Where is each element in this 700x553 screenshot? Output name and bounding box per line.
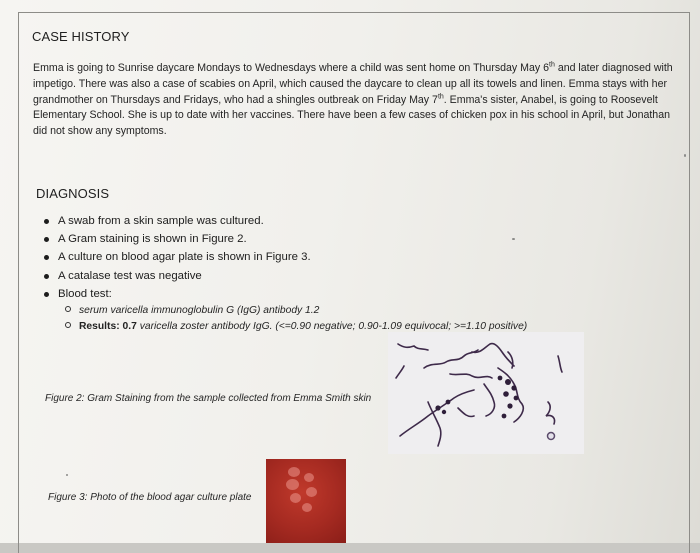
- blood-agar-plate-photo: [266, 459, 346, 543]
- gram-stain-figure: [388, 332, 584, 454]
- list-item: A swab from a skin sample was cultured.: [44, 212, 311, 230]
- case-history-heading: CASE HISTORY: [32, 29, 130, 44]
- hollow-bullet-icon: [65, 306, 71, 312]
- superscript-th-2: th: [437, 93, 444, 101]
- bacteria-chain: [424, 350, 478, 368]
- superscript-th-1: th: [549, 61, 555, 69]
- bacterial-colony: [306, 487, 317, 497]
- case-history-text-3: . Emma's sister, Anabel, is going to Roosevelt Elementary School. She is up to date with her vaccines. There have been a few cases of chicken pox in his school in April, but Jonathan did not show any symptoms.: [33, 93, 670, 138]
- sub-item-text: serum varicella immunoglobulin G (IgG) antibody 1.2: [79, 305, 320, 316]
- debris-dot: [548, 433, 555, 440]
- bacterial-colony: [302, 503, 312, 512]
- gram-stain-image: [388, 332, 584, 454]
- case-history-text-2: and later diagnosed with impetigo. There was also a case of scabies on April, which caused the daycare to clean up all its towels and linen. Emma stays with her grandmother on Thursdays and Fridays, who had a shingles outbreak on Friday May 7: [33, 62, 673, 106]
- case-history-text-1: Emma is going to Sunrise daycare Mondays to Wednesdays where a child was sent home on Thursday May 6: [33, 62, 550, 74]
- bacteria-chain: [458, 408, 474, 417]
- results-text: varicella zoster antibody IgG. (<=0.90 negative; 0.90-1.09 equivocal; >=1.10 positive): [139, 321, 528, 332]
- bacterial-colony: [290, 493, 301, 503]
- bacterial-colony: [288, 467, 300, 477]
- list-item: A culture on blood agar plate is shown in Figure 3.: [44, 248, 311, 266]
- bacterial-colony: [286, 479, 299, 490]
- hollow-bullet-icon: [65, 322, 71, 328]
- diagnosis-heading: DIAGNOSIS: [36, 186, 110, 201]
- results-value: 0.7: [122, 321, 137, 332]
- list-item: A Gram staining is shown in Figure 2.: [44, 230, 311, 248]
- cocci-cluster: [435, 376, 518, 419]
- blood-test-sub-item-1: [65, 305, 319, 316]
- blood-test-sub-item-2: [65, 321, 527, 332]
- bacteria-chain: [484, 384, 495, 416]
- figure-2-caption: Figure 2: Gram Staining from the sample collected from Emma Smith skin: [45, 393, 372, 404]
- figure-3-caption: Figure 3: Photo of the blood agar culture plate: [48, 492, 252, 503]
- bacterial-colony: [304, 473, 314, 482]
- diagnosis-list: [44, 212, 311, 303]
- bacteria-chain: [498, 368, 523, 422]
- list-item: A catalase test was negative: [44, 267, 311, 285]
- case-history-paragraph: [33, 61, 673, 140]
- bacteria-chain: [396, 366, 404, 378]
- bacteria-chain: [558, 356, 562, 372]
- paper-speck: [684, 154, 686, 157]
- list-item: Blood test:: [44, 285, 311, 303]
- bacteria-chain: [398, 344, 428, 350]
- paper-speck: [512, 238, 515, 240]
- results-label: Results:: [79, 321, 120, 332]
- bacteria-chain: [546, 402, 555, 424]
- bacteria-chain: [450, 374, 492, 378]
- bacteria-chain: [472, 343, 514, 366]
- paper-speck: [66, 474, 68, 476]
